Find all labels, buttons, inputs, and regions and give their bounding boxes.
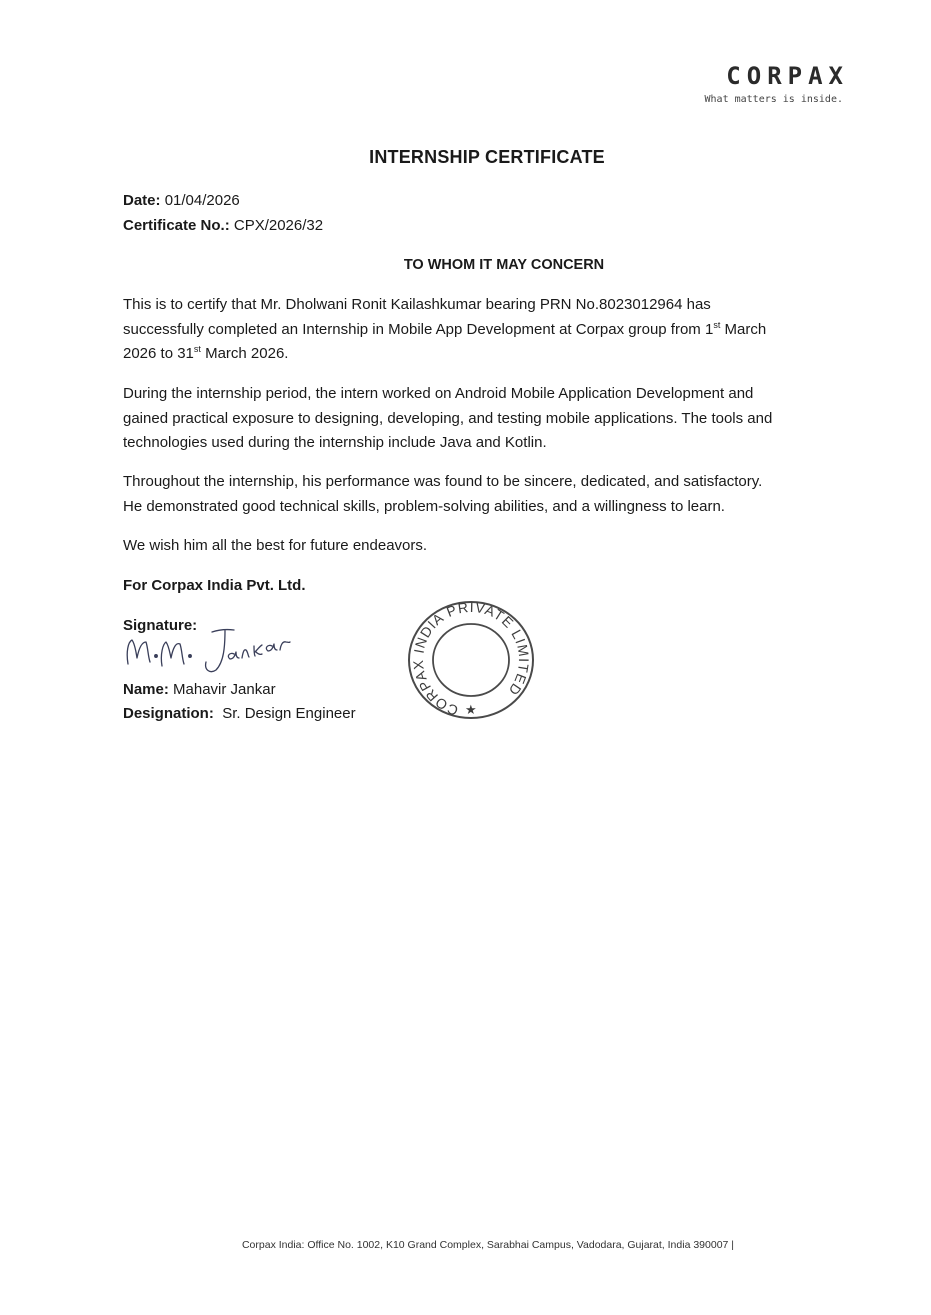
footer-address: Corpax India: Office No. 1002, K10 Grand Complex, Sarabhai Campus, Vadodara, Gujarat, India 390007 |: [241, 1239, 735, 1251]
paragraph-line: successfully completed an Internship in Mobile App Development at Corpax group from 1st March: [123, 319, 767, 338]
certificate-number-value: CPX/2026/32: [233, 217, 324, 234]
certificate-title: INTERNSHIP CERTIFICATE: [369, 147, 605, 167]
paragraph-line: This is to certify that Mr. Dholwani Ronit Kailashkumar bearing PRN No.8023012964 has: [123, 296, 711, 313]
logo-tagline: What matters is inside.: [704, 94, 843, 105]
paragraph-line: 2026 to 31st March 2026.: [123, 344, 289, 362]
certificate-number-line: [123, 217, 323, 234]
paragraph-performance: [123, 470, 853, 519]
signatory-name-line: [123, 681, 276, 698]
paragraph-line: technologies used during the internship include Java and Kotlin.: [123, 434, 547, 451]
name-label: Name:: [123, 681, 169, 698]
paragraph-line: gained practical exposure to designing, developing, and testing mobile applications. The tools and: [123, 409, 773, 427]
company-line: For Corpax India Pvt. Ltd.: [123, 577, 306, 594]
paragraph-work-details: [123, 382, 853, 456]
stamp-ring-text: CORPAX INDIA PRIVATE LIMITED: [409, 600, 533, 719]
stamp-star: ★: [465, 703, 477, 718]
date-value: 01/04/2026: [164, 192, 240, 209]
company-logo: [704, 62, 849, 105]
paragraph-line: During the internship period, the intern worked on Android Mobile Application Development and: [123, 385, 754, 402]
designation-value: Sr. Design Engineer: [222, 705, 356, 722]
handwritten-signature: [122, 612, 312, 674]
salutation: TO WHOM IT MAY CONCERN: [403, 257, 605, 273]
certificate-number-label: Certificate No.:: [123, 217, 230, 234]
company-stamp: [403, 600, 539, 724]
signatory-designation-line: [123, 705, 356, 722]
date-line: [123, 192, 240, 209]
paragraph-line: He demonstrated good technical skills, problem-solving abilities, and a willingness to learn.: [123, 497, 725, 515]
date-label: Date:: [123, 192, 161, 209]
closing-line: We wish him all the best for future endeavors.: [123, 537, 428, 554]
paragraph-line: Throughout the internship, his performance was found to be sincere, dedicated, and satisfactory.: [123, 473, 763, 490]
designation-label: Designation:: [123, 705, 214, 722]
logo-wordmark: CORPAX: [726, 62, 849, 90]
signature-label: Signature:: [123, 617, 198, 634]
name-value: Mahavir Jankar: [173, 681, 276, 698]
paragraph-certification: [123, 293, 853, 367]
